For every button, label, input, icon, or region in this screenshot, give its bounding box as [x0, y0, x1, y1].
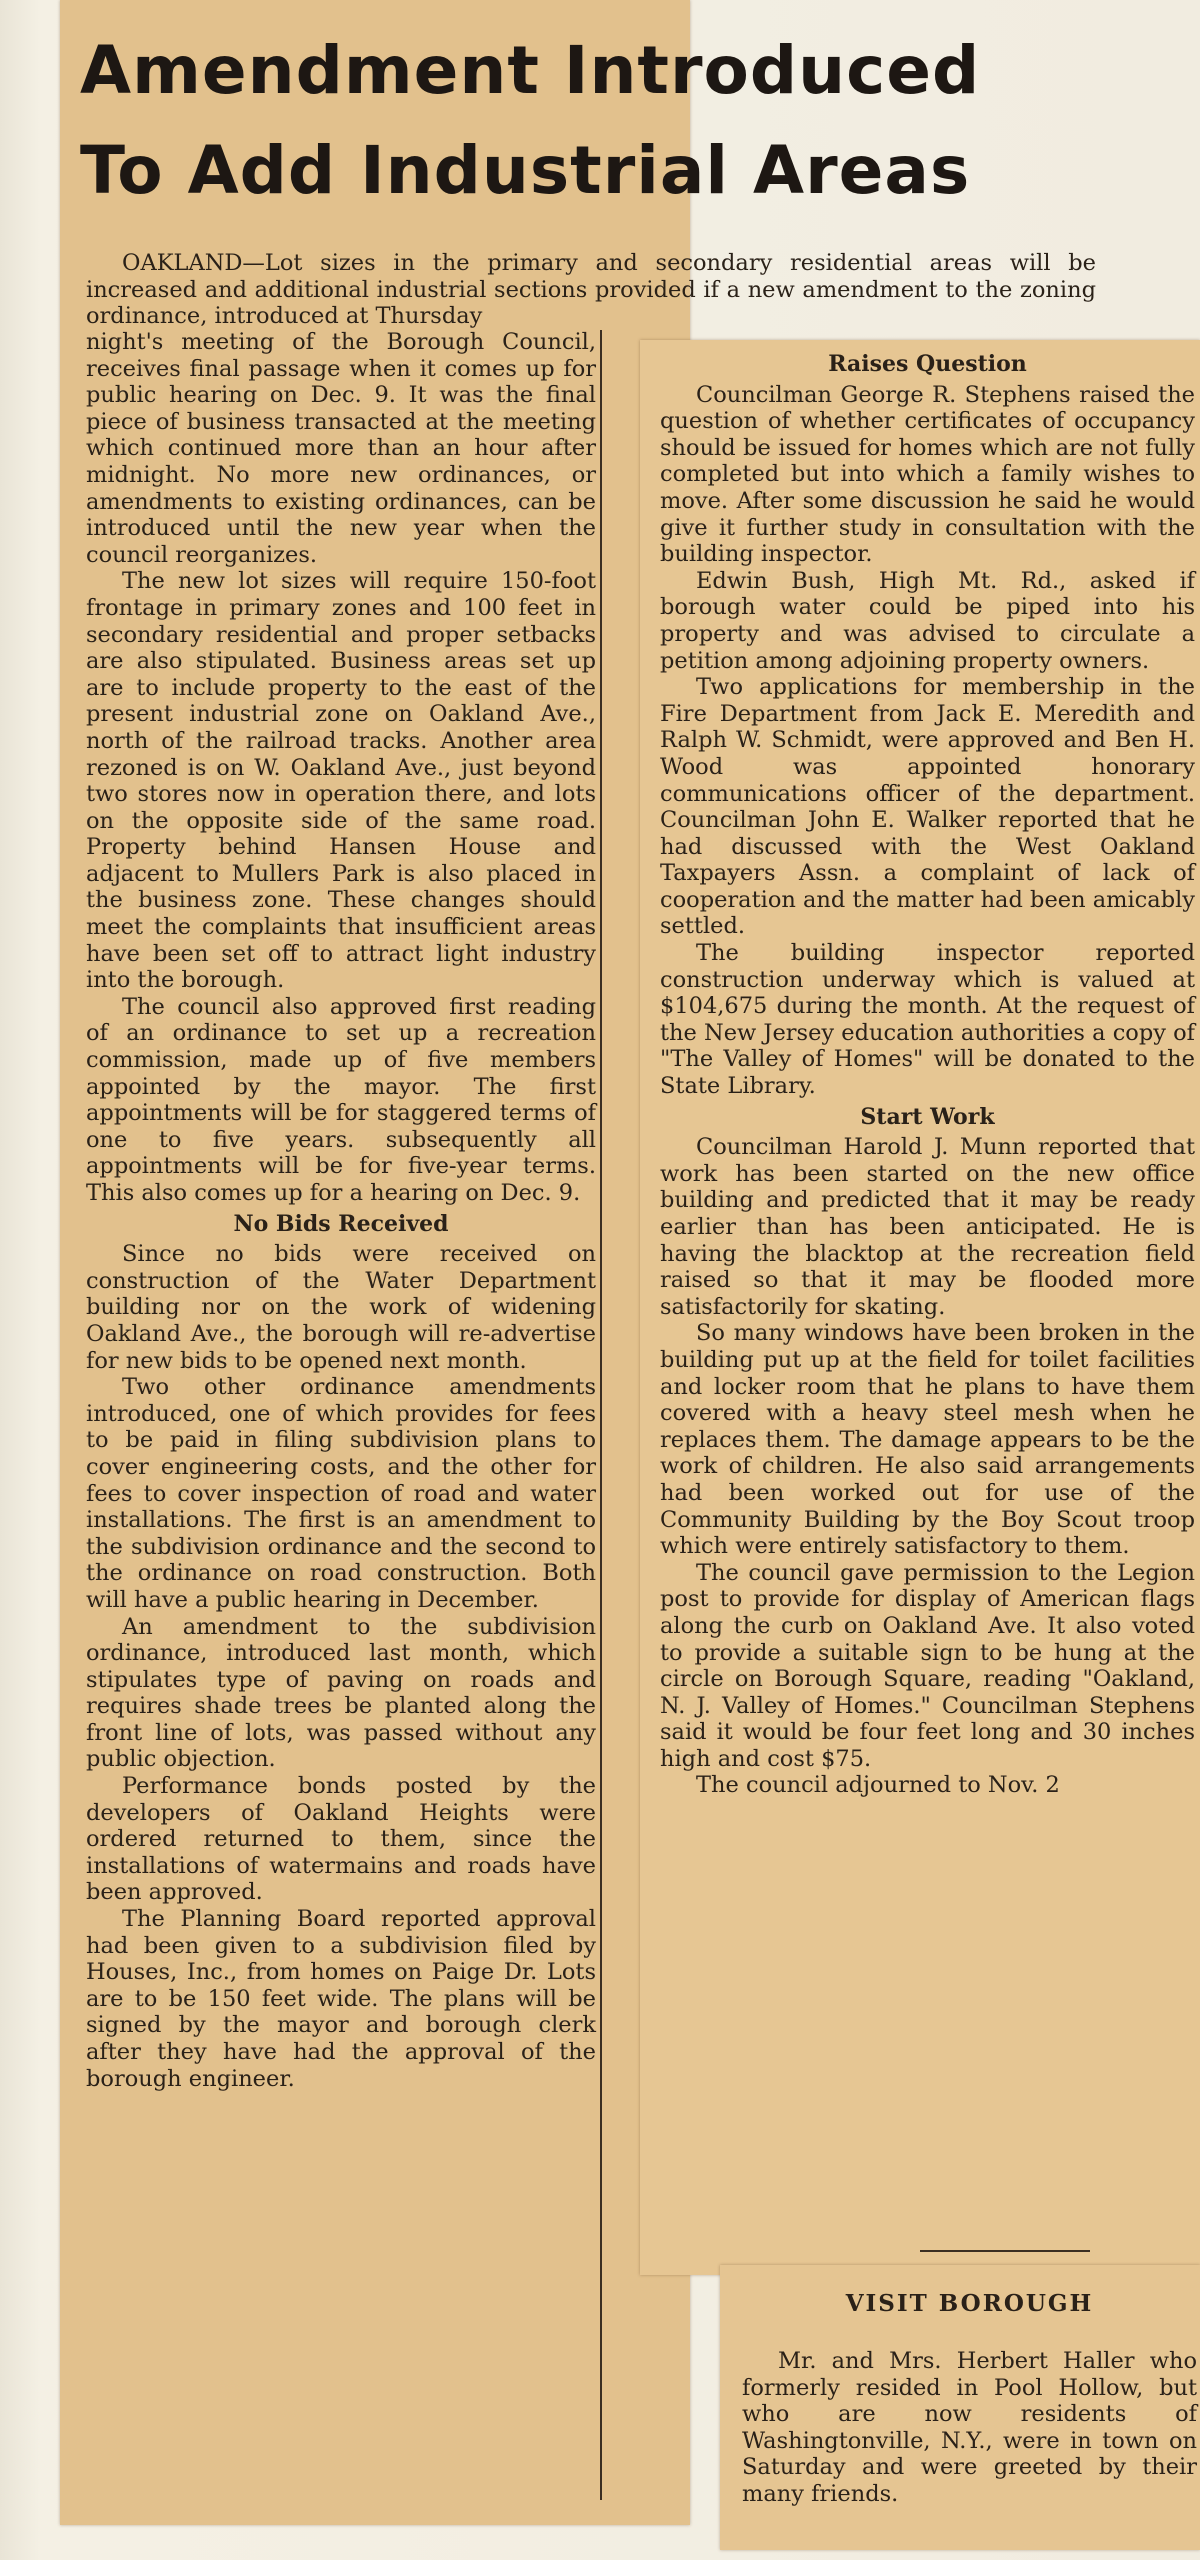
left-paragraph-7: Performance bonds posted by the developers of Oakland Heights were ordered returned to them, since the installations of watermains and roads have been approved. [86, 1773, 596, 1906]
right-paragraph-2: Edwin Bush, High Mt. Rd., asked if borough water could be piped into his property and was advised to circulate a petition among adjoining property owners. [660, 567, 1195, 674]
lead-paragraph [86, 250, 1096, 330]
right-paragraph-1: Councilman George R. Stephens raised the question of whether certificates of occupancy should be issued for homes which are not fully completed but into which a family wishes to move. After some discussion he said he would give it further study in consultation with the building inspector. [660, 381, 1195, 568]
left-paragraph-6: An amendment to the subdivision ordinance, introduced last month, which stipulates type of paving on roads and requires shade trees be planted along the front line of lots, was passed without any public objection. [86, 1613, 596, 1773]
right-paragraph-7: The council gave permission to the Legion post to provide for display of American flags along the curb on Oakland Ave. It also voted to provide a suitable sign to be hung at the circle on Borough Square, reading "Oakland, N. J. Valley of Homes." Councilman Stephens said it would be four feet long and 30 inches high and cost $75. [660, 1559, 1195, 1772]
left-paragraph-5: Two other ordinance amendments introduced, one of which provides for fees to be paid in filing subdivision plans to cover engineering costs, and the other for fees to cover inspection of road and water installations. The first is an amendment to the subdivision ordinance and the second to the ordinance on road construction. Both will have a public hearing in December. [86, 1374, 596, 1613]
left-column [86, 329, 596, 2092]
headline-line-2: To Add Industrial Areas [80, 132, 971, 209]
column-rule [600, 330, 602, 2500]
visit-borough-title: VISIT BOROUGH [845, 2290, 1094, 2317]
left-paragraph-4: Since no bids were received on construction of the Water Department building nor on the work of widening Oakland Ave., the borough will re-advertise for new bids to be opened next month. [86, 1241, 596, 1374]
visit-paragraph: Mr. and Mrs. Herbert Haller who formerly resided in Pool Hollow, but who are now residents of Washingtonville, N.Y., were in town on Saturday and were greeted by their many friends. [742, 2348, 1197, 2507]
right-paragraph-5: Councilman Harold J. Munn reported that work has been started on the new office building and predicted that it may be ready earlier than has been anticipated. He is having the blacktop at the recreation field raised so that it may be flooded more satisfactorily for skating. [660, 1134, 1195, 1320]
right-column [660, 347, 1195, 1799]
lead-text: OAKLAND—Lot sizes in the primary and secondary residential areas will be increased and additional industrial sections provided if a new amendment to the zoning ordinance, introduced at Thursday [86, 250, 1096, 330]
visit-column [742, 2348, 1197, 2508]
left-paragraph-1: night's meeting of the Borough Council, receives final passage when it comes up for public hearing on Dec. 9. It was the final piece of business transacted at the meeting which continued more than an hour after midnight. No more new ordinances, or amendments to existing ordinances, can be introduced until the new year when the council reorganizes. [86, 329, 596, 568]
right-paragraph-8: The council adjourned to Nov. 2 [696, 1772, 1060, 1799]
subhead-no-bids: No Bids Received [233, 1210, 449, 1237]
right-paragraph-4: The building inspector reported construction underway which is valued at $104,675 during the month. At the request of the New Jersey education authorities a copy of "The Valley of Homes" will be donated to the State Library. [660, 940, 1195, 1100]
article-end-rule [920, 2250, 1090, 2252]
left-paragraph-2: The new lot sizes will require 150-foot frontage in primary zones and 100 feet in secondary residential and proper setbacks are also stipulated. Business areas set up are to include property to the east of the present industrial zone on Oakland Ave., north of the railroad tracks. Another area rezoned is on W. Oakland Ave., just beyond two stores now in operation there, and lots on the opposite side of the same road. Property behind Hansen House and adjacent to Mullers Park is also placed in the business zone. These changes should meet the complaints that insufficient areas have been set off to attract light industry into the borough. [86, 568, 596, 994]
right-paragraph-3: Two applications for membership in the Fire Department from Jack E. Meredith and Ralph W. Schmidt, were approved and Ben H. Wood was appointed honorary communications officer of the department. Councilman John E. Walker reported that he had discussed with the West Oakland Taxpayers Assn. a complaint of lack of cooperation and the matter had been amicably settled. [660, 674, 1195, 940]
headline-line-1: Amendment Introduced [80, 32, 981, 109]
right-paragraph-6: So many windows have been broken in the building put up at the field for toilet facilities and locker room that he plans to have them covered with a heavy steel mesh when he replaces them. The damage appears to be the work of children. He also said arrangements had been worked out for use of the Community Building by the Boy Scout troop which were entirely satisfactory to them. [660, 1320, 1195, 1560]
left-paragraph-8: The Planning Board reported approval had been given to a subdivision filed by Houses, Inc., from homes on Paige Dr. Lots are to be 150 feet wide. The plans will be signed by the mayor and borough clerk after they have had the approval of the borough engineer. [86, 1906, 596, 2092]
left-paragraph-3: The council also approved first reading of an ordinance to set up a recreation commission, made up of five members appointed by the mayor. The first appointments will be for staggered terms of one to five years. subsequently all appointments will be for five-year terms. This also comes up for a hearing on Dec. 9. [86, 993, 596, 1206]
subhead-raises-question: Raises Question [828, 351, 1027, 377]
subhead-start-work: Start Work [860, 1103, 995, 1130]
